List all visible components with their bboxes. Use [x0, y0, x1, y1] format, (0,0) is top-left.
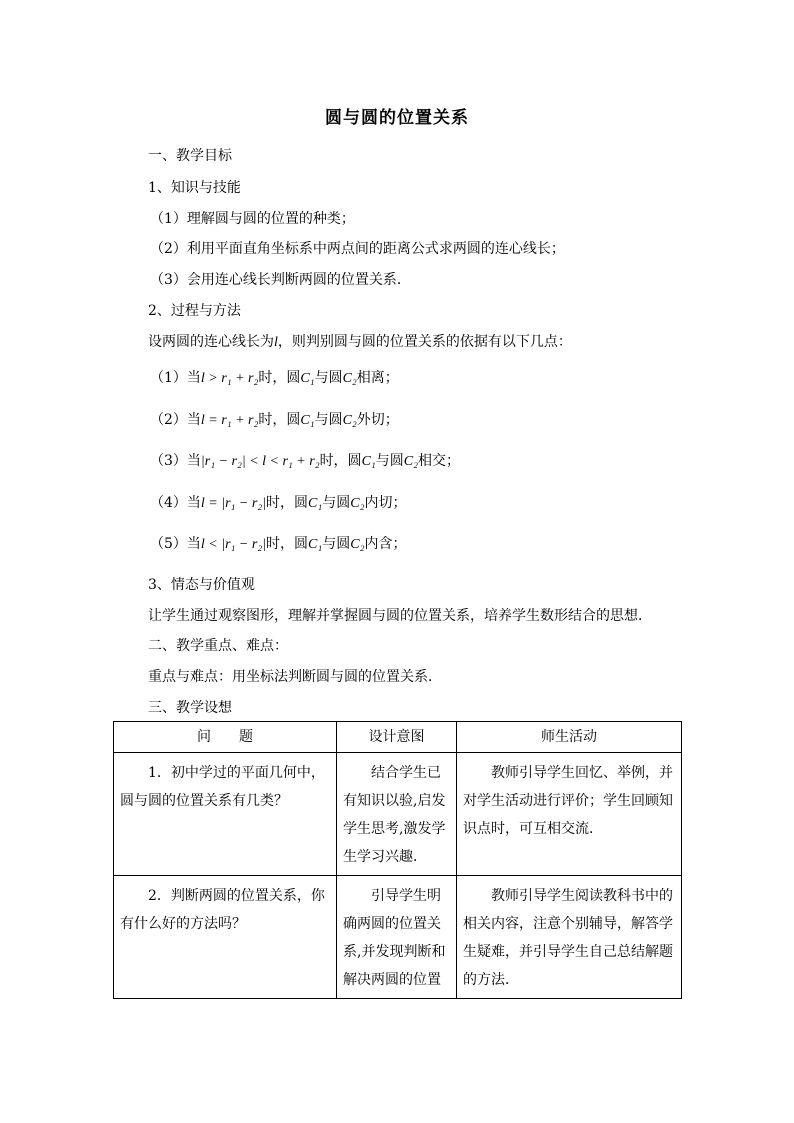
condition-expr: l = r₁ + r₂: [200, 413, 259, 428]
condition-relation: 相交；: [418, 453, 460, 469]
condition-row: [150, 451, 460, 472]
knowledge-item-1: （1）理解圆与圆的位置的种类；: [150, 211, 355, 227]
condition-mid: 时，圆: [266, 536, 309, 552]
condition-expr: l > r₁ + r₂: [200, 371, 259, 386]
condition-and: 与圆: [314, 412, 343, 428]
condition-and: 与圆: [322, 495, 351, 511]
circle-c2: C₂: [350, 496, 365, 511]
condition-relation: 相离；: [356, 370, 399, 386]
knowledge-item-2: （2）利用平面直角坐标系中两点间的距离公式求两圆的连心线长；: [150, 241, 565, 257]
condition-relation: 外切；: [356, 412, 399, 428]
condition-num: （4）当: [150, 495, 201, 511]
circle-c2: C₂: [342, 413, 357, 428]
condition-num: （3）当: [150, 453, 201, 469]
condition-mid: 时，圆: [319, 453, 362, 469]
circle-c1: C₁: [361, 454, 376, 469]
circle-c1: C₁: [300, 413, 315, 428]
condition-row: [150, 368, 399, 389]
table-row: [114, 876, 682, 999]
section-heading-key-points: 二、教学重点、难点：: [148, 638, 288, 654]
distance-variable: l: [274, 335, 278, 350]
page-title: 圆与圆的位置关系: [325, 108, 469, 128]
header-question: 问 题: [114, 722, 337, 753]
criteria-intro-post: ，则判别圆与圆的位置关系的依据有以下几点：: [277, 334, 572, 350]
subsection-knowledge-skills: 1、知识与技能: [148, 180, 241, 196]
condition-mid: 时，圆: [266, 495, 309, 511]
condition-relation: 内切；: [364, 495, 407, 511]
circle-c1: C₁: [308, 496, 323, 511]
cell-activity: 教师引导学生阅读教科书中的相关内容，注意个别辅导，解答学生疑难，并引导学生自己总结解题的方法．: [457, 876, 682, 999]
condition-mid: 时，圆: [258, 412, 301, 428]
condition-and: 与圆: [375, 453, 404, 469]
condition-num: （5）当: [150, 536, 201, 552]
subsection-process-method: 2、过程与方法: [148, 303, 241, 319]
criteria-intro: [148, 332, 572, 353]
condition-relation: 内含；: [364, 536, 407, 552]
condition-row: [150, 534, 406, 555]
cell-activity: 教师引导学生回忆、举例，并对学生活动进行评价；学生回顾知识点时，可互相交流．: [457, 753, 682, 876]
knowledge-item-3: （3）会用连心线长判断两圆的位置关系．: [150, 272, 411, 288]
cell-design-intent: [337, 876, 457, 999]
section-heading-teaching-plan: 三、教学设想: [148, 700, 232, 716]
cell-question: 1．初中学过的平面几何中，圆与圆的位置关系有几类？: [114, 753, 337, 876]
section-heading-objectives: 一、教学目标: [148, 148, 232, 164]
key-points-text: 重点与难点：用坐标法判断圆与圆的位置关系．: [148, 669, 442, 685]
cell-question: 2．判断两圆的位置关系，你有什么好的方法吗？: [114, 876, 337, 999]
header-design-intent: 设计意图: [337, 722, 457, 753]
cell-design-intent: 结合学生已有知识以验,启发学生思考,激发学生学习兴趣．: [337, 753, 457, 876]
condition-row: [150, 493, 406, 514]
subsection-values: 3、情态与价值观: [148, 577, 255, 593]
condition-num: （1）当: [150, 370, 201, 386]
condition-expr: |r₁ − r₂| < l < r₁ + r₂: [200, 454, 320, 469]
circle-c1: C₁: [308, 537, 323, 552]
values-text: 让学生通过观察图形，理解并掌握圆与圆的位置关系，培养学生数形结合的思想．: [148, 608, 652, 624]
circle-c2: C₂: [403, 454, 418, 469]
cell-design-intent-text: 引导学生明确两圆的位置关系,并发现判断和解决两圆的位置: [343, 888, 446, 988]
condition-expr: l = |r₁ − r₂|: [200, 496, 267, 511]
condition-expr: l < |r₁ − r₂|: [200, 537, 267, 552]
table-row: [114, 753, 682, 876]
criteria-intro-pre: 设两圆的连心线长为: [148, 334, 274, 350]
condition-mid: 时，圆: [258, 370, 301, 386]
circle-c1: C₁: [300, 371, 315, 386]
circle-c2: C₂: [342, 371, 357, 386]
circle-c2: C₂: [350, 537, 365, 552]
teaching-plan-table: [113, 721, 682, 999]
table-header-row: [114, 722, 682, 753]
condition-and: 与圆: [314, 370, 343, 386]
condition-row: [150, 410, 399, 431]
condition-num: （2）当: [150, 412, 201, 428]
header-activity: 师生活动: [457, 722, 682, 753]
condition-and: 与圆: [322, 536, 351, 552]
